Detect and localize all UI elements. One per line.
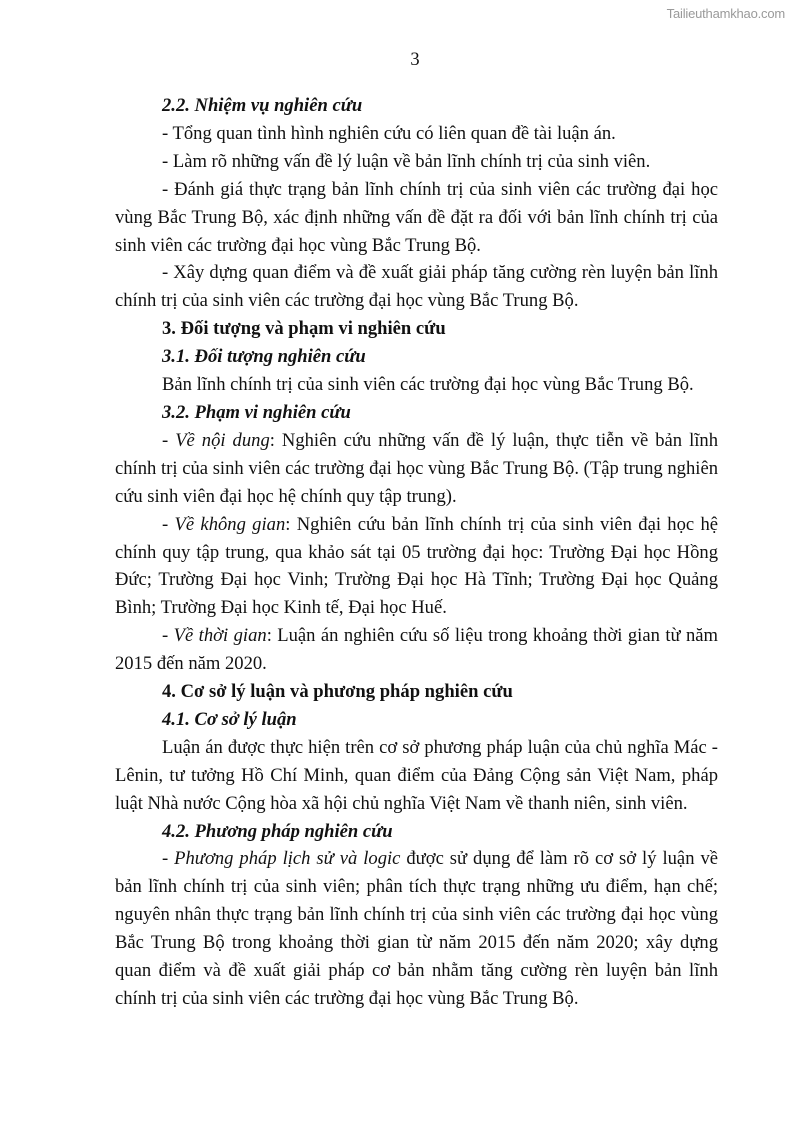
subsection-heading: 4.2. Phương pháp nghiên cứu: [162, 820, 393, 842]
italic-run: Về thời gian: [173, 625, 267, 647]
text-run: -: [162, 429, 176, 451]
italic-run: Về không gian: [174, 513, 286, 535]
page-number: 3: [410, 50, 420, 70]
paragraph: [115, 622, 718, 678]
paragraph: [115, 511, 718, 623]
paragraph: [115, 176, 718, 260]
watermark: Tailieuthamkhao.com: [666, 6, 785, 21]
paragraph: [115, 427, 718, 511]
text-run: : Nghiên cứu bản lĩnh chính trị của sinh viên đại học hệ chính quy tập trung, qua khảo sát tại 05 trường đại học: Trường Đại học Hồng Đức; Trường Đại học Vinh; Trường Đại học Hà Tĩnh; Trường Đại học Quảng Bình; Trường Đại học Kinh tế, Đại học Huế.: [115, 513, 719, 619]
paragraph: [115, 148, 718, 176]
paragraph: [115, 120, 718, 148]
text-run: -: [162, 625, 174, 647]
text-run: -: [162, 513, 175, 535]
subsection-heading: 3.2. Phạm vi nghiên cứu: [162, 401, 351, 423]
text-run: : Luận án nghiên cứu số liệu trong khoảng thời gian từ năm 2015 đến năm 2020.: [115, 625, 718, 675]
document-body: [115, 92, 718, 1013]
text-run: - Đánh giá thực trạng bản lĩnh chính trị của sinh viên các trường đại học vùng Bắc Trung Bộ, xác định những vấn đề đặt ra đối với bản lĩnh chính trị của sinh viên các trường đại học vùng Bắc Trung Bộ.: [115, 178, 718, 256]
text-run: - Làm rõ những vấn đề lý luận về bản lĩnh chính trị của sinh viên.: [162, 150, 651, 172]
italic-run: Phương pháp lịch sử và logic: [174, 848, 401, 870]
section-heading: 4. Cơ sở lý luận và phương pháp nghiên cứu: [162, 681, 513, 703]
paragraph: [115, 734, 718, 818]
text-run: Luận án được thực hiện trên cơ sở phương pháp luận của chủ nghĩa Mác - Lênin, tư tưởng Hồ Chí Minh, quan điểm của Đảng Cộng sản Việt Nam, pháp luật Nhà nước Cộng hòa xã hội chủ nghĩa Việt Nam về thanh niên, sinh viên.: [115, 736, 718, 814]
text-run: -: [162, 848, 175, 870]
subsection-heading: 2.2. Nhiệm vụ nghiên cứu: [162, 95, 363, 116]
text-run: - Xây dựng quan điểm và đề xuất giải pháp tăng cường rèn luyện bản lĩnh chính trị của sinh viên các trường đại học vùng Bắc Trung Bộ.: [115, 262, 718, 312]
subsection-heading: 4.1. Cơ sở lý luận: [162, 708, 297, 730]
paragraph: [115, 371, 718, 399]
section-heading: 3. Đối tượng và phạm vi nghiên cứu: [162, 318, 446, 340]
italic-run: Về nội dung: [175, 429, 270, 451]
text-run: được sử dụng để làm rõ cơ sở lý luận về bản lĩnh chính trị của sinh viên; phân tích thực trạng những ưu điểm, hạn chế; nguyên nhân thực trạng bản lĩnh chính trị của sinh viên các trường đại học vùng Bắc Trung Bộ trong khoảng thời gian từ năm 2015 đến năm 2020; xây dựng quan điểm và đề xuất giải pháp cơ bản nhằm tăng cường rèn luyện bản lĩnh chính trị của sinh viên các trường đại học vùng Bắc Trung Bộ.: [115, 848, 718, 1009]
text-run: : Nghiên cứu những vấn đề lý luận, thực tiễn về bản lĩnh chính trị của sinh viên các trường đại học vùng Bắc Trung Bộ. (Tập trung nghiên cứu sinh viên đại học hệ chính quy tập trung).: [115, 429, 719, 507]
subsection-heading: 3.1. Đối tượng nghiên cứu: [162, 346, 366, 368]
paragraph: [115, 259, 718, 315]
text-run: - Tổng quan tình hình nghiên cứu có liên quan đề tài luận án.: [162, 122, 616, 144]
text-run: Bản lĩnh chính trị của sinh viên các trường đại học vùng Bắc Trung Bộ.: [162, 374, 694, 396]
paragraph: [115, 845, 718, 1012]
